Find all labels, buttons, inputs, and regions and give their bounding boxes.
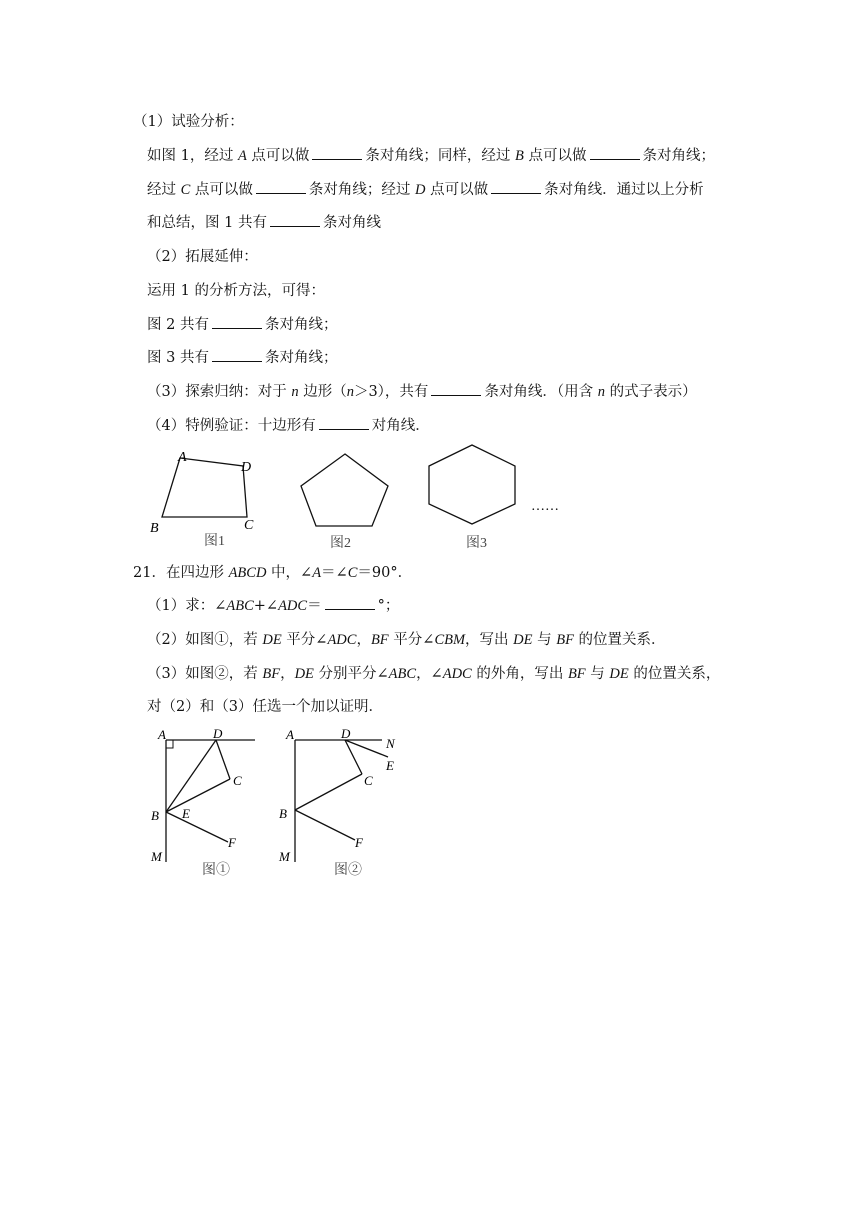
- label-d: D: [241, 460, 252, 475]
- answer-blank[interactable]: [491, 180, 541, 194]
- svg-text:C: C: [233, 773, 242, 788]
- part2-intro: 运用 1 的分析方法，可得：: [147, 283, 325, 299]
- part2-fig3: 图 3 共有 条对角线；: [147, 350, 338, 366]
- svg-text:A: A: [286, 727, 294, 742]
- svg-text:M: M: [151, 849, 162, 864]
- answer-blank[interactable]: [270, 213, 320, 227]
- figures-top: [140, 440, 580, 555]
- q21-sub4: 对（2）和（3）任选一个加以证明．: [147, 699, 383, 715]
- label-c: C: [244, 518, 254, 533]
- svg-text:M: M: [279, 849, 290, 864]
- part2-fig2: 图 2 共有 条对角线；: [147, 317, 338, 333]
- answer-blank[interactable]: [312, 146, 362, 160]
- label-b: B: [150, 521, 159, 536]
- pentagon: [301, 454, 388, 526]
- svg-text:E: E: [386, 758, 394, 773]
- figure-1: [150, 726, 255, 878]
- part2-heading: （2）拓展延伸：: [147, 249, 258, 265]
- ellipsis: ……: [531, 499, 559, 514]
- answer-blank[interactable]: [325, 596, 375, 610]
- svg-text:A: A: [158, 727, 166, 742]
- svg-text:F: F: [228, 835, 236, 850]
- part4-line: （4）特例验证：十边形有 对角线．: [147, 418, 430, 434]
- q21-stem: 21．在四边形 ABCD 中，∠A＝∠C＝90°．: [133, 565, 413, 581]
- caption-fig1: 图1: [204, 534, 225, 549]
- svg-text:E: E: [182, 806, 190, 821]
- figures-bottom: [140, 722, 420, 882]
- answer-blank[interactable]: [212, 348, 262, 362]
- q21-sub1: （1）求：∠ABC+∠ADC＝ °；: [147, 598, 400, 614]
- q21-sub2: （2）如图①，若 DE 平分∠ADC，BF 平分∠CBM，写出 DE 与 BF 的位置关系．: [147, 632, 666, 648]
- figure-2: [278, 726, 396, 878]
- svg-text:D: D: [213, 726, 223, 741]
- q21-sub3: （3）如图②，若 BF，DE 分别平分∠ABC，∠ADC 的外角，写出 BF 与 DE 的位置关系，: [147, 666, 721, 682]
- svg-text:B: B: [151, 808, 159, 823]
- answer-blank[interactable]: [590, 146, 640, 160]
- svg-text:F: F: [355, 835, 363, 850]
- answer-blank[interactable]: [431, 382, 481, 396]
- svg-text:C: C: [364, 773, 373, 788]
- label-a: A: [178, 450, 187, 465]
- answer-blank[interactable]: [212, 315, 262, 329]
- part1-line1: 如图 1，经过 A 点可以做 条对角线；同样，经过 B 点可以做 条对角线；: [147, 148, 715, 164]
- part1-heading: （1）试验分析：: [133, 114, 244, 130]
- svg-text:D: D: [341, 726, 351, 741]
- svg-text:B: B: [279, 806, 287, 821]
- caption-fig3: 图3: [466, 536, 487, 551]
- svg-text:N: N: [386, 736, 395, 751]
- caption-fig-circle-1: 图①: [202, 863, 230, 878]
- part3-line: （3）探索归纳：对于 n 边形（n＞3），共有 条对角线．（用含 n 的式子表示）: [147, 384, 697, 400]
- part1-line2: 经过 C 点可以做 条对角线；经过 D 点可以做 条对角线．通过以上分析: [147, 182, 704, 198]
- answer-blank[interactable]: [256, 180, 306, 194]
- caption-fig-circle-2: 图②: [334, 863, 362, 878]
- quadrilateral-abcd: [162, 458, 247, 517]
- answer-blank[interactable]: [319, 416, 369, 430]
- hexagon: [429, 445, 515, 524]
- part1-line3: 和总结，图 1 共有 条对角线: [147, 215, 381, 231]
- caption-fig2: 图2: [330, 536, 351, 551]
